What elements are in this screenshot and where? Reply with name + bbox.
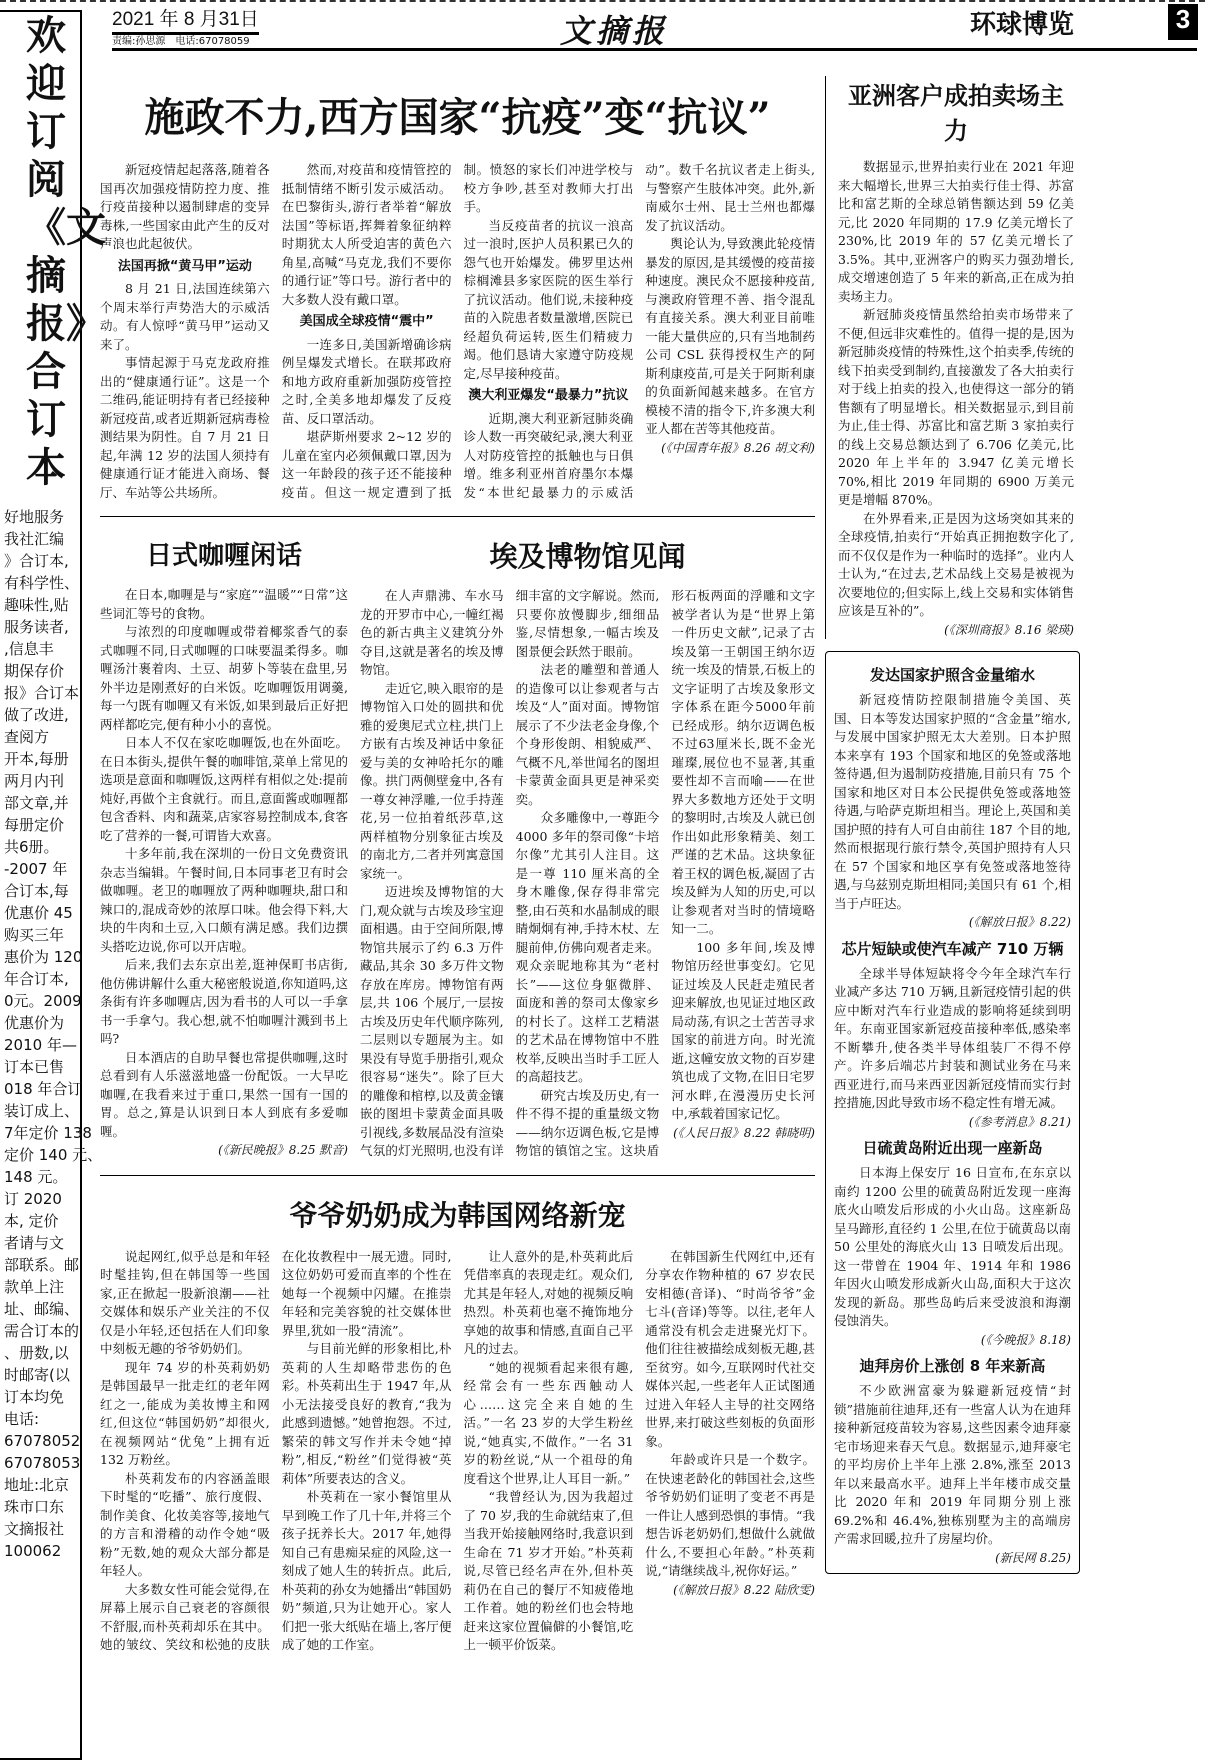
- ad-line: 2010 年—: [4, 1036, 77, 1054]
- ad-line: 共6册。: [4, 838, 59, 856]
- ad-line: 订本均免: [4, 1388, 65, 1406]
- paragraph: 让人意外的是,朴英莉此后凭借率真的表现走红。观众们,尤其是年轻人,对她的视频反响热烈。朴英莉也毫不掩饰地分享她的故事和情感,直面自己平凡的过去。: [463, 1248, 634, 1356]
- source-credit: (《参考消息》8.21): [968, 1114, 1071, 1129]
- ad-line: 址、邮编、: [4, 1300, 80, 1318]
- paragraph: 十多年前,我在深圳的一份日文免费资讯杂志当编辑。午餐时间,日本同事老卫有时会做咖喱。老卫的咖喱放了两种咖喱块,甜口和辣口的,混成奇妙的浓厚口味。他会得下料,大块的牛肉和土豆,入口颇有满足感。我们边撰头搭吃边说,你可以开店啦。: [100, 846, 348, 954]
- ad-line: 珠市口东: [4, 1498, 65, 1516]
- article-body: [838, 158, 1074, 639]
- ad-line: 0元。2009: [4, 992, 82, 1010]
- paragraph: 在韩国新生代网红中,还有分享农作物种植的 67 岁农民安相德(音译)、“时尚爷爷”金七斗(音译)等等。以往,老年人通常没有机会走进聚光灯下。他们往往被描绘成刻板无趣,甚至贫穷。如今,互联网时代社交媒体兴起,一些老年人正试图通过进入年轻人主导的社交网络世界,来打破这些刻板的负面形象。: [645, 1248, 815, 1449]
- headline: 爷爷奶奶成为韩国网络新宠: [289, 1198, 626, 1232]
- paragraph: 朴英莉在一家小餐馆里从早到晚工作了几十年,并将三个孩子抚养长大。2017 年,她得知自己有患痴呆症的风险,这一刻成了她人生的转折点。此后,朴英莉的孙女为她播出“韩国奶奶”频道,只为让她开心。家人们把一张大纸贴在墙上,客厅便成了她的工作室。: [281, 1489, 452, 1652]
- ad-line: 时邮寄(以: [4, 1366, 70, 1384]
- paragraph: 日本人不仅在家吃咖喱饭,也在外面吃。在日本街头,提供午餐的咖啡馆,菜单上常见的选项是意面和咖喱饭,这两样有相似之处:提前炖好,再做个主食就行。而且,意面酱或咖喱都包含香料、肉和蔬菜,店家容易控制成本,食客吃了营养的一餐,可谓皆大欢喜。: [100, 735, 348, 843]
- subscription-ad: [0, 10, 106, 1760]
- source-credit: (《解放日报》8.22): [968, 915, 1071, 929]
- source-credit: (新民网 8.25): [995, 1550, 1071, 1565]
- paragraph: 全球半导体短缺将令今年全球汽车行业减产多达 710 万辆,且新冠疫情引起的供应中断对汽车行业造成的影响将延续到明年。东南亚国家新冠疫苗接种率低,感染率不断攀升,使各类半导体组装厂不得不停产。许多后端芯片封装和测试业务在马来西亚进行,而马来西亚因新冠疫情而实行封控措施,因此导致市场不稳定性有增无减。: [834, 965, 1071, 1110]
- paragraph: 新冠疫情防控限制措施令美国、英国、日本等发达国家护照的“含金量”缩水,与发展中国家护照无太大差别。日本护照本来享有 193 个国家和地区的免签或落地签待遇,但为遏制防疫措施,目前只有 75 个国家和地区对日本公民提供免签或落地签待遇,与哈萨克斯坦相当。理论上,英国和美国护照的持有人可自由前往 187 个目的地,然而根据现行旅行禁令,英国护照持有人只在 57 个国家和地区享有免签或落地签待遇,与乌兹别克斯坦相同;美国只有 61 个,相当于卢旺达。: [834, 692, 1071, 911]
- paragraph: “她的视频看起来很有趣,经常会有一些东西触动人心……这完全来自她的生活。”一名 23 岁的大学生粉丝说,“她真实,不做作。”一名 31 岁的粉丝说,“从一个祖母的角度看这个世界,让人耳目一新。”: [463, 1359, 634, 1486]
- paragraph: 100 多年间,埃及博物馆历经世事变幻。它见证过埃及人民赶走殖民者迎来解放,也见证过地区政局动荡,有识之士苦苦寻求国家的前进方向。时光流逝,这幢安放文物的百岁建筑也成了文物,在旧日宅罗河水畔,在漫漫历史长河中,承载着国家记忆。: [671, 939, 815, 1121]
- paragraph: 日本海上保安厅 16 日宣布,在东京以南约 1200 公里的硫黄岛附近发现一座海底火山喷发后形成的小火山岛。这座新岛呈马蹄形,直径约 1 公里,在位于硫黄岛以南 50 公里处的海底火山 13 日喷发后出现。这一带曾在 1904 年、1914 年和 1986 年因火山喷发形成新火山岛,面积大于这次发现的新岛。那些岛屿后来受波浪和海潮侵蚀消失。: [834, 1165, 1071, 1328]
- ad-line: 每册定价: [4, 816, 65, 834]
- ad-line: ,信息丰: [4, 640, 54, 658]
- ad-line: 地址:北京: [4, 1476, 70, 1494]
- paragraph: 研究古埃及历史,有一件不得不提的重量级文物——纳尔迈调色板,它是博物馆的镇馆之宝。这块盾形石板两面的浮雕和文字被学者认为是“世界上第一件历史文献”,记录了古埃及第一王朝国王纳尔迈统一埃及的情景,石板上的文字证明了古埃及象形文字体系在距今5000年前已经成形。纳尔迈调色板不过63厘米长,既不金光璀璨,展位也不显著,其重要性却不言而喻——在世界大多数地方还处于文明的黎明时,古埃及人就已创作出如此形象精美、刻工严谨的艺术品。这块象征着王权的调色板,凝固了古埃及鲜为人知的历史,可以让参观者对当时的情境略知一二。: [515, 588, 815, 1158]
- ad-line: 电话:: [4, 1410, 40, 1428]
- article-body: [100, 1248, 815, 1655]
- ad-line: 优惠价 45: [4, 904, 73, 922]
- article-auction: [825, 76, 1080, 639]
- paragraph: 事情起源于马克龙政府推出的“健康通行证”。这是一个二维码,能证明持有者已经接种新冠疫苗,或者近期新冠病毒检测结果为阴性。自 7 月 21 日起,年满 12 岁的法国人须持有健康通行证才能进入商场、餐厅、车站等公共场所。: [100, 355, 270, 500]
- paragraph: 走近它,映入眼帘的是博物馆入口处的圆拱和优雅的爱奥尼式立柱,拱门上方嵌有古埃及神话中象征爱与美的女神哈托尔的雕像。拱门两侧壁龛中,各有一尊女神浮雕,一位手持莲花,另一位拍着纸莎草,这两样植物分别象征古埃及的南北方,二者并列寓意国家统一。: [360, 680, 504, 881]
- ad-line: 文摘报社: [4, 1520, 65, 1538]
- paragraph: 在人声鼎沸、车水马龙的开罗市中心,一幢红褐色的新古典主义建筑分外夺目,这就是著名的埃及博物馆。: [360, 588, 504, 677]
- ad-line: 有科学性、: [4, 574, 80, 592]
- paragraph: 堪萨斯州要求 2~12 岁的儿童在室内必须佩戴口罩,因为这一年龄段的孩子还不能接种疫苗。但这一规定遭到了抵制。愤怒的家长们冲进学校与校方争吵,甚至对教师大打出手。: [281, 162, 634, 500]
- article-anti-epidemic-protests: [100, 86, 815, 502]
- paragraph: 迈进埃及博物馆的大门,观众就与古埃及珍宝迎面相遇。由于空间所限,博物馆共展示了约 6.3 万件藏品,其余 30 多万件文物存放在库房。博物馆有两层,共 106 个展厅,一层按古埃及历史年代顺序陈列,二层则以专题展为主。如果没有导览手册指引,观众很容易“迷失”。除了巨大的雕像和棺椁,以及黄金镶嵌的图坦卡蒙黄金面具吸引视线,多数展品没有渲染气氛的灯光照明,也没有详细丰富的文字解说。然而,只要你放慢脚步,细细品鉴,尽情想象,一幅古埃及图景便会跃然于眼前。: [360, 588, 660, 1158]
- ad-line: 查阅方: [4, 728, 50, 746]
- ad-line: 部联系。邮: [4, 1256, 80, 1274]
- ad-line: 需合订本的: [4, 1322, 80, 1340]
- ad-line: 款单上注: [4, 1278, 65, 1296]
- ad-line: 订本已售: [4, 1058, 65, 1076]
- subheading: 美国成全球疫情“震中”: [299, 314, 434, 329]
- subheading: 法国再掀“黄马甲”运动: [117, 258, 252, 274]
- ad-line: 》合订本,: [4, 552, 69, 570]
- ad-line: 两月内刊: [4, 772, 65, 790]
- source-credit: (《新民晚报》8.25 默音): [218, 1143, 348, 1157]
- article-japanese-curry: [100, 521, 348, 1161]
- article-egypt-museum: [360, 521, 815, 1161]
- paragraph: 现年 74 岁的朴英莉奶奶是韩国最早一批走红的老年网红之一,能成为美妆博主和网红,但这位“韩国奶奶”却很火,在视频网站“优兔”上拥有近 132 万粉丝。: [100, 1359, 270, 1467]
- source-credit: (《深圳商报》8.16 梁瑛): [944, 622, 1074, 637]
- ad-line: 订 2020: [4, 1190, 62, 1208]
- ad-line: 定价 140 元、: [4, 1146, 103, 1164]
- ad-line: 年合订本,: [4, 970, 69, 988]
- brief-headline: 发达国家护照含金量缩水: [869, 666, 1035, 684]
- paragraph: 与目前光鲜的形象相比,朴英莉的人生却略带悲伤的色彩。朴英莉出生于 1947 年,从小无法接受良好的教育,“我为此感到遗憾。”她曾抱怨。不过,繁荣的韩文写作并未令她“掉粉”,相反,“粉丝”们觉得被“英莉体”所要表达的含义。: [281, 1341, 452, 1486]
- source-credit: (《今晚报》8.18): [980, 1332, 1071, 1347]
- ad-line: 做了改进,: [4, 706, 69, 724]
- paragraph: 在外界看来,正是因为这场突如其来的全球疫情,拍卖行“开始真正拥抱数字化了,而不仅仅是作为一种临时的选择”。业内人士认为,“在过去,艺术品线上交易是被视为次要地位的;但实际上,线上交易和实体销售应该是互补的”。: [838, 510, 1074, 618]
- paragraph: “我曾经认为,因为我超过了 70 岁,我的生命就结束了,但当我开始接触网络时,我意识到生命在 71 岁才开始。”朴英莉说,尽管已经名声在外,但朴英莉仍在自己的餐厅不知疲倦地工作着。她的粉丝们也会特地赶来这家位置偏僻的小餐馆,吃上一顿平价饭菜。: [463, 1489, 634, 1652]
- paragraph: 数据显示,世界拍卖行业在 2021 年迎来大幅增长,世界三大拍卖行佳士得、苏富比和富艺斯的全球总销售额达到 59 亿美元,比 2020 年同期的 17.9 亿美元增长了 230%,比 2019 年的 57 亿美元增长了 3.5%。其中,亚洲客户的购买力强劲增长,成交增速创造了 5 年来的新高,正在成为拍卖场主力。: [838, 159, 1074, 304]
- ad-line: 装订成上、: [4, 1102, 80, 1120]
- paragraph: 众多雕像中,一尊距今 4000 多年的祭司像“卡培尔像”尤其引人注目。这是一尊 110 厘米高的全身木雕像,保存得非常完整,由石英和水晶制成的眼睛炯炯有神,手持木杖、左腿前伸,仿佛向观者走来。观众亲昵地称其为“老村长”——这位身躯微胖、面庞和善的祭司太像家乡的村长了。这样工艺精湛的艺术品在博物馆中不胜枚举,反映出当时手工匠人的高超技艺。: [515, 810, 660, 1084]
- article-korean-grandparents: [100, 1175, 815, 1655]
- article-body: [100, 161, 815, 502]
- paragraph: 当反疫苗者的抗议一浪高过一浪时,医护人员积累已久的怨气也开始爆发。佛罗里达州棕榈滩县多家医院的医生举行了抗议活动。他们说,未接种疫苗的入院患者数量激增,医院已经超负荷运转,医生们精疲力竭。他们恳请大家遵守防疫规定,尽早接种疫苗。: [463, 217, 634, 381]
- ad-lines: [0, 506, 103, 1562]
- page-number: 3: [1168, 4, 1198, 40]
- paragraph: 舆论认为,导致澳此轮疫情暴发的原因,是其缓慢的疫苗接种速度。澳民众不愿接种疫苗,与澳政府管理不善、指令混乱有直接关系。澳大利亚目前唯一能大量供应的,只有当地制药公司 CSL 获得授权生产的阿斯利康疫苗,可是关于阿斯利康的负面新闻越来越多。在官方模棱不清的指令下,许多澳大利亚人都在苦等其他疫苗。: [645, 236, 815, 436]
- paragraph: 新冠肺炎疫情虽然给拍卖市场带来了不便,但远非灾难性的。值得一提的是,因为新冠肺炎疫情的特殊性,这个拍卖季,传统的线下拍卖受到制约,直接激发了各大拍卖行对于线上拍卖的投入,也使得这一部分的销售额有了明显增长。相关数据显示,到目前为止,佳士得、苏富比和富艺斯 3 家拍卖行的线上交易总额达到了 6.706 亿美元,比 2020 年上半年的 3.947 亿美元增长 70%,相比 2019 年同期的 6900 万美元更是增幅 870%。: [838, 307, 1074, 507]
- brief-headline: 迪拜房价上涨创 8 年来新高: [859, 1357, 1046, 1375]
- ad-line: 服务读者,: [4, 618, 69, 636]
- paragraph: 年龄或许只是一个数字。在快速老龄化的韩国社会,这些爷爷奶奶们证明了变老不再是一件让人感到恐惧的事情。“我想告诉老奶奶们,想做什么就做什么,不要担心年龄。”朴英莉说,“请继续战斗,祝你好运。”: [645, 1452, 815, 1578]
- ad-line: 、册数,以: [4, 1344, 69, 1362]
- paragraph: 近期,澳大利亚新冠肺炎确诊人数一再突破纪录,澳大利亚人对防疫管控的抵触也与日俱增。维多利亚州首府墨尔本爆发“本世纪最暴力的示威活动”。数千名抗议者走上街头,与警察产生肢体冲突。此外,新南威尔士州、昆士兰州也都爆发了抗议活动。: [463, 162, 815, 500]
- side-column: [825, 58, 1080, 1574]
- paragraph: 朴英莉发布的内容涵盖眼下时髦的“吃播”、旅行度假、制作美食、化妆美容等,接地气的方言和滑稽的动作令她“吸粉”无数,她的观众大部分都是年轻人。: [100, 1470, 270, 1578]
- paragraph: 不少欧洲富豪为躲避新冠疫情“封锁”措施前往迪拜,还有一些富人认为在迪拜接种新冠疫苗较为容易,这些因素令迪拜豪宅市场迎来春天气息。数据显示,迪拜豪宅的平均房价上半年上涨 2.8%,涨至 2013 年以来最高水平。迪拜上半年楼市成交量比 2020 年和 2019 年同期分别上涨 69.2%和 46.4%,独栋别墅为主的高端房产需求回暖,拉升了房屋均价。: [834, 1383, 1071, 1546]
- source-credit: (《解放日报》8.22 陆欣雯): [673, 1582, 815, 1597]
- ad-line: 开本,每册: [4, 750, 69, 768]
- article-body: [100, 586, 348, 1160]
- brief-headline: 日硫黄岛附近出现一座新岛: [862, 1139, 1043, 1157]
- paragraph: 说起网红,似乎总是和年轻时髦挂钩,但在韩国等一些国家,正在掀起一股新浪潮——社交媒体和娱乐产业关注的不仅仅是小年轻,还包括在人们印象中刻板无趣的爷爷奶奶们。: [100, 1248, 270, 1356]
- ad-line: 期保存价: [4, 662, 65, 680]
- ad-title: 欢迎订阅《文摘报》合订本: [26, 13, 106, 491]
- brief-body: [834, 691, 1071, 932]
- ad-line: 部文章,并: [4, 794, 69, 812]
- subheading: 澳大利亚爆发“最暴力”抗议: [468, 388, 629, 403]
- ad-line: 趣味性,贴: [4, 596, 69, 614]
- ad-line: 67078053: [4, 1454, 81, 1472]
- ad-line: 148 元。: [4, 1168, 68, 1186]
- ad-line: 67078052: [4, 1432, 81, 1450]
- paragraph: 与浓烈的印度咖喱或带着椰浆香气的泰式咖喱不同,日式咖喱的口味要温柔得多。咖喱汤汁裹着肉、土豆、胡萝卜等装在盘里,另外半边是刚煮好的白米饭。吃咖喱饭用调羹,每一勺既有咖喱又有米饭,如果到最后正好把两样都吃完,便有种小小的喜悦。: [100, 624, 348, 732]
- headline: 埃及博物馆见闻: [489, 540, 686, 573]
- headline: 亚洲客户成拍卖场主力: [848, 81, 1064, 145]
- brief-body: [834, 1164, 1071, 1349]
- brief-headline: 芯片短缺或使汽车减产 710 万辆: [841, 939, 1064, 958]
- news-briefs-box: [825, 651, 1080, 1574]
- ad-line: 者请与文: [4, 1234, 65, 1252]
- masthead-logo: 文摘报: [560, 12, 669, 50]
- source-credit: (《中国青年报》8.26 胡文利): [661, 440, 815, 455]
- ad-line: 本, 定价: [4, 1212, 59, 1230]
- paragraph: 一连多日,美国新增确诊病例呈爆发式增长。在联邦政府和地方政府重新加强防疫管控之时,全美多地却爆发了反疫苗、反口罩活动。: [281, 336, 452, 426]
- ad-line: 100062: [4, 1542, 62, 1560]
- paragraph: 日本酒店的自助早餐也常提供咖喱,这时总看到有人乐滋滋地盛一份配饭。一大早吃咖喱,在我看来过于重口,果然一国有一国的胃。总之,算是认识到日本人到底有多爱咖喱。: [100, 1049, 348, 1139]
- ad-line: 018 年合订: [4, 1080, 83, 1098]
- brief-body: [834, 1382, 1071, 1567]
- ad-line: 报》合订本: [4, 684, 80, 702]
- ad-line: 优惠价为: [4, 1014, 65, 1032]
- source-credit: (《人民日报》8.22 韩晓明): [673, 1125, 815, 1140]
- paragraph: 大多数女性可能会觉得,在屏幕上展示自己衰老的容颜很不舒服,而朴英莉却乐在其中。她的皱纹、笑纹和松弛的皮肤在化妆教程中一展无遗。同时,这位奶奶可爱而直率的个性在她每一个视频中闪耀。在推崇年轻和完美容貌的社交媒体世界里,犹如一股“清流”。: [100, 1248, 452, 1652]
- editor-line: 责编:孙思源 电话:67078059: [112, 36, 250, 47]
- page-layout: [100, 0, 1205, 1665]
- headline: 日式咖喱闲话: [145, 541, 302, 571]
- ad-line: 好地服务: [4, 508, 65, 526]
- ad-line: 7年定价 138: [4, 1124, 92, 1142]
- paragraph: 新冠疫情起起落落,随着各国再次加强疫情防控力度、推行疫苗接种以遏制肆虐的变异毒株,一些国家由此产生的反对声浪也此起彼伏。: [100, 162, 270, 251]
- ad-line: 购买三年: [4, 926, 65, 944]
- issue-date: 2021 年 8 月31日: [112, 4, 259, 35]
- ad-line: -2007 年: [4, 860, 68, 878]
- paragraph: 8 月 21 日,法国连续第六个周末举行声势浩大的示威活动。有人惊呼“黄马甲”运动又来了。: [100, 281, 270, 352]
- headline: 施政不力,西方国家“抗疫”变“抗议”: [144, 94, 771, 141]
- ad-line: 惠价为 120: [4, 948, 83, 966]
- paragraph: 法老的雕塑和普通人的造像可以让参观者与古埃及“人”面对面。博物馆展示了不少法老金身像,个个身形俊朗、相貌威严、气概不凡,举世闻名的图坦卡蒙黄金面具更是神采奕奕。: [515, 662, 660, 807]
- ad-line: 我社汇编: [4, 530, 65, 548]
- article-body: [360, 587, 815, 1161]
- paragraph: 在日本,咖喱是与“家庭”“温暖”“日常”这些词汇等号的食物。: [100, 587, 348, 621]
- paragraph: 后来,我们去东京出差,逛神保町书店街,他仿佛讲解什么重大秘密般说道,你知道吗,这条街有许多咖喱店,因为看书的人可以一手拿书一手拿勺。我心想,就不怕咖喱汁溅到书上吗?: [100, 957, 348, 1046]
- ad-line: 合订本,每: [4, 882, 69, 900]
- middle-row: [100, 516, 815, 1161]
- section-title: 环球博览: [970, 10, 1075, 40]
- main-column: [100, 58, 815, 1655]
- paragraph: 然而,对疫苗和疫情管控的抵制情绪不断引发示威活动。在巴黎街头,游行者举着“解放法国”等标语,挥舞着象征纳粹时期犹太人所受迫害的黄色六角星,高喊“马克龙,我们不要你的通行证”等口号。游行者中的大多数人没有戴口罩。: [281, 162, 452, 307]
- brief-body: [834, 965, 1071, 1132]
